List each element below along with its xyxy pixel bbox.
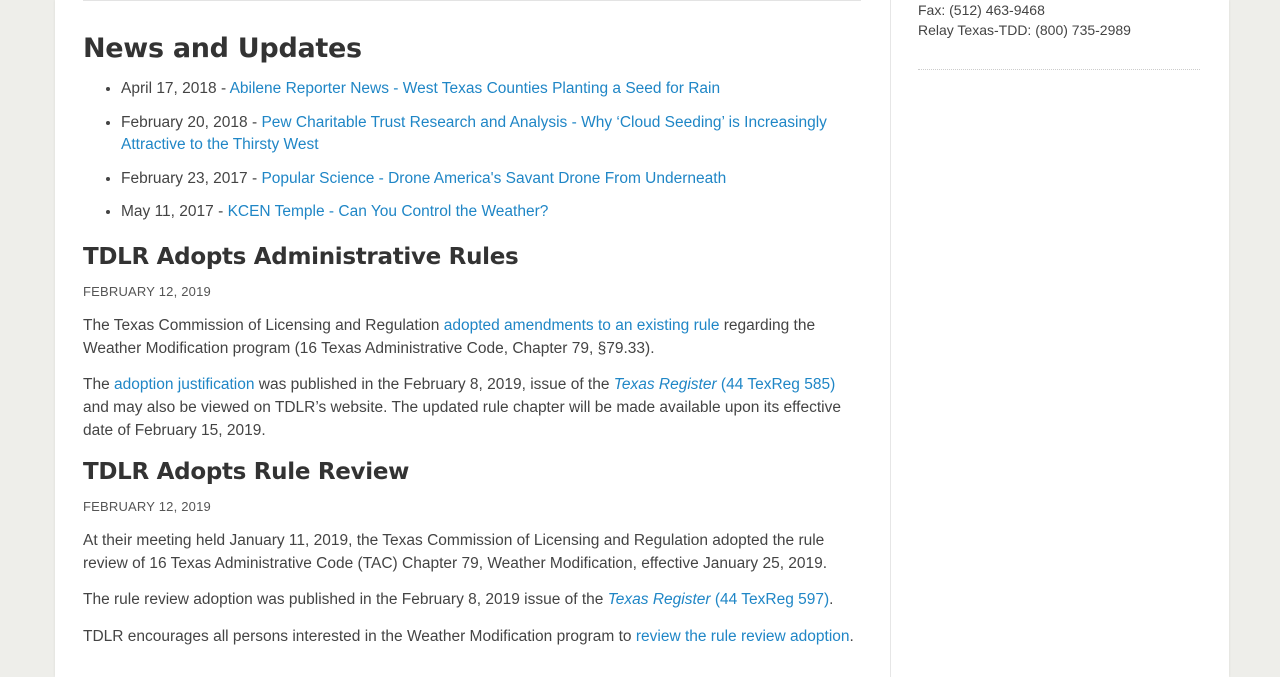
news-link-abilene[interactable]: Abilene Reporter News - West Texas Counties Planting a Seed for Rain bbox=[229, 80, 721, 97]
fax-number: Fax: (512) 463-9468 bbox=[918, 2, 1045, 18]
texas-register-link-597[interactable]: Texas Register (44 TexReg 597) bbox=[607, 591, 830, 608]
adoption-justification-link[interactable]: adoption justification bbox=[114, 376, 255, 393]
top-divider bbox=[83, 0, 861, 2]
news-link-popsci[interactable]: Popular Science - Drone America's Savant Drone From Underneath bbox=[261, 169, 727, 187]
review-paragraph-2: The rule review adoption was published in the February 8, 2019 issue of the Texas Register (44 TexReg 597). bbox=[83, 591, 834, 608]
news-date: April 17, 2018 - bbox=[121, 80, 230, 97]
news-link-kcen[interactable]: KCEN Temple - Can You Control the Weather? bbox=[227, 203, 549, 220]
list-item bbox=[121, 201, 881, 224]
news-heading: News and Updates bbox=[83, 33, 362, 64]
review-rule-review-link[interactable]: review the rule review adoption bbox=[635, 628, 850, 645]
review-heading: TDLR Adopts Rule Review bbox=[83, 459, 410, 485]
rules-paragraph-2: The adoption justification was published in the February 8, 2019, issue of the Texas Register (44 TexReg 585) and may also be viewed on TDLR’s website. The updated rule chapter will be made available upon its effective date of February 15, 2019. bbox=[83, 376, 841, 439]
sidebar-divider bbox=[918, 69, 1200, 70]
review-date: FEBRUARY 12, 2019 bbox=[83, 499, 211, 514]
news-date: February 23, 2017 - bbox=[121, 169, 262, 187]
adopted-amendments-link[interactable]: adopted amendments to an existing rule bbox=[443, 317, 720, 334]
list-item bbox=[121, 168, 881, 191]
relay-number: Relay Texas-TDD: (800) 735-2989 bbox=[918, 22, 1131, 38]
review-paragraph-3: TDLR encourages all persons interested in the Weather Modification program to review the rule review adoption. bbox=[83, 628, 854, 645]
rules-date: FEBRUARY 12, 2019 bbox=[83, 284, 211, 299]
news-list bbox=[83, 78, 881, 235]
list-item bbox=[121, 112, 881, 157]
sidebar-contact bbox=[918, 0, 1200, 70]
review-paragraph-1: At their meeting held January 11, 2019, the Texas Commission of Licensing and Regulation adopted the rule review of 16 Texas Administrative Code (TAC) Chapter 79, Weather Modification, effective January 25, 2019. bbox=[83, 532, 828, 572]
news-link-pew[interactable]: Pew Charitable Trust Research and Analysis - Why ‘Cloud Seeding’ is Increasingly Attractive to the Thirsty West bbox=[121, 113, 827, 153]
page-container bbox=[55, 0, 1229, 677]
news-date: May 11, 2017 - bbox=[121, 203, 228, 220]
list-item bbox=[121, 78, 881, 101]
column-divider bbox=[890, 0, 891, 677]
news-date: February 20, 2018 - bbox=[121, 113, 262, 131]
rules-heading: TDLR Adopts Administrative Rules bbox=[83, 244, 519, 270]
texas-register-link-585[interactable]: Texas Register (44 TexReg 585) bbox=[613, 376, 836, 393]
rules-paragraph-1: The Texas Commission of Licensing and Regulation adopted amendments to an existing rule regarding the Weather Modification program (16 Texas Administrative Code, Chapter 79, §79.33). bbox=[83, 317, 816, 357]
